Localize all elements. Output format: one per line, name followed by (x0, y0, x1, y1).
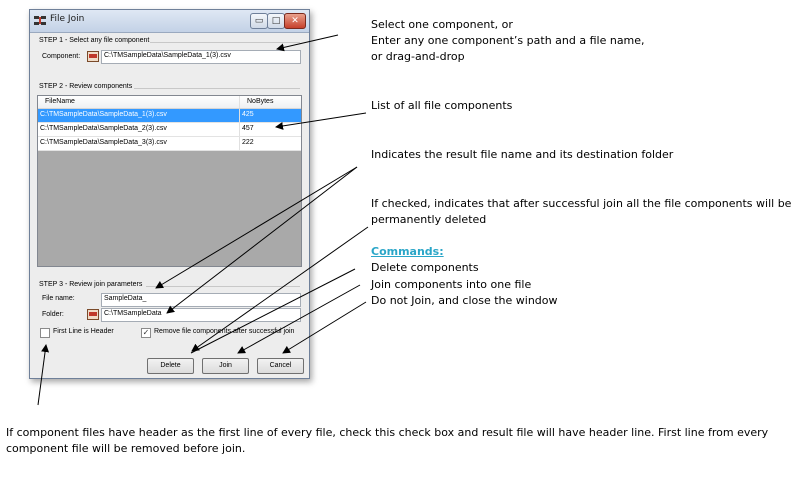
row-filename: C:\TMSampleData\SampleData_3(3).csv (40, 139, 167, 146)
component-label: Component: (42, 53, 81, 60)
annotation-select-1: Select one component, or (371, 18, 513, 31)
arrow-delete (191, 269, 355, 353)
annotation-select-3: or drag-and-drop (371, 50, 465, 63)
maximize-icon: □ (271, 16, 281, 26)
annotation-delete: Delete components (371, 261, 479, 274)
arrow-result-folder (167, 167, 357, 313)
row-bytes: 222 (242, 139, 254, 146)
folder-label: Folder: (42, 311, 64, 318)
step2-heading: STEP 2 - Review components (39, 83, 133, 90)
check-icon: ✓ (142, 328, 150, 337)
row-bytes: 457 (242, 125, 254, 132)
step3-heading: STEP 3 - Review join parameters (39, 281, 143, 288)
annotation-checked-1: If checked, indicates that after successful join all the file components will be (371, 197, 792, 210)
cancel-button[interactable]: Cancel (257, 358, 304, 374)
row-bytes: 425 (242, 111, 254, 118)
delete-button[interactable]: Delete (147, 358, 194, 374)
arrow-component (277, 35, 338, 49)
step1-heading: STEP 1 - Select any file component (39, 37, 150, 44)
column-filename[interactable]: FileName (45, 98, 75, 105)
annotation-select-2: Enter any one component’s path and a file name, (371, 34, 645, 47)
arrow-cancel (283, 302, 366, 353)
arrow-list (276, 113, 366, 127)
annotation-list: List of all file components (371, 99, 513, 112)
column-nobytes[interactable]: NoBytes (247, 98, 274, 105)
minimize-icon: ▭ (254, 16, 264, 26)
row-filename: C:\TMSampleData\SampleData_1(3).csv (40, 111, 167, 118)
annotation-result: Indicates the result file name and its destination folder (371, 148, 674, 161)
arrow-remove-checkbox (192, 227, 368, 351)
window-title: File Join (50, 14, 85, 24)
row-filename: C:\TMSampleData\SampleData_2(3).csv (40, 125, 167, 132)
annotation-checked-2: permanently deleted (371, 213, 487, 226)
first-line-header-label[interactable]: First Line is Header (53, 328, 114, 335)
annotation-join: Join components into one file (371, 278, 532, 291)
arrow-first-line-header (38, 345, 46, 405)
filename-value: SampleData_ (104, 295, 147, 302)
component-value: C:\TMSampleData\SampleData_1(3).csv (104, 52, 231, 59)
annotation-commands-heading: Commands: (371, 245, 444, 258)
filename-label: File name: (42, 295, 75, 302)
bottom-note-line-2: component file will be removed before join. (6, 442, 246, 455)
bottom-note-line-1: If component files have header as the first line of every file, check this check box and result file will have header line. First line from every (6, 426, 769, 439)
remove-components-label[interactable]: Remove file components after successful join (154, 328, 295, 335)
folder-value: C:\TMSampleData (104, 310, 162, 317)
annotation-cancel: Do not Join, and close the window (371, 294, 558, 307)
close-icon: ✕ (291, 16, 299, 26)
join-button[interactable]: Join (202, 358, 249, 374)
arrow-result-name (156, 167, 357, 288)
